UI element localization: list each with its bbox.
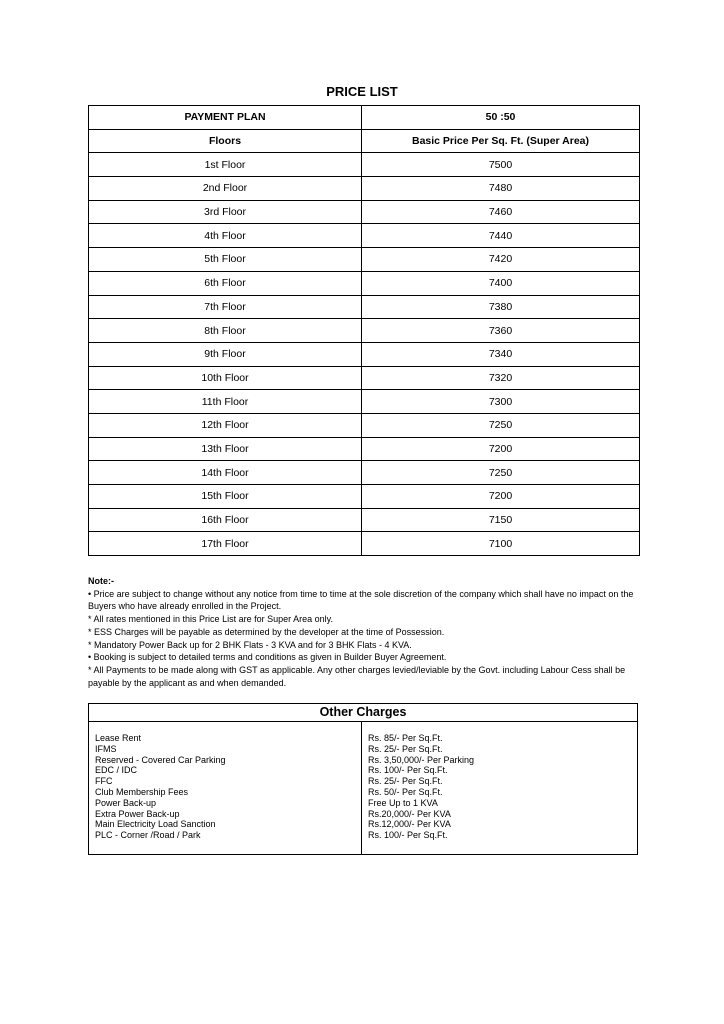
price-cell: 7300 (362, 390, 640, 414)
table-row (89, 461, 640, 485)
floor-cell: 2nd Floor (89, 177, 362, 201)
price-cell: 7500 (362, 153, 640, 177)
charge-value: Rs. 85/- Per Sq.Ft. (368, 733, 443, 743)
floor-cell: 3rd Floor (89, 200, 362, 224)
note-item: • Booking is subject to detailed terms and conditions as given in Builder Buyer Agreement. (88, 652, 447, 663)
notes-list (88, 588, 640, 690)
charge-name: Lease Rent (95, 733, 142, 743)
table-row (89, 153, 640, 177)
payment-plan-value: 50 :50 (362, 106, 640, 130)
table-row (89, 319, 640, 343)
floor-cell: 17th Floor (89, 532, 362, 556)
price-header: Basic Price Per Sq. Ft. (Super Area) (362, 129, 640, 153)
charge-value: Rs.12,000/- Per KVA (368, 819, 451, 830)
price-cell: 7200 (362, 485, 640, 509)
floor-cell: 9th Floor (89, 342, 362, 366)
table-row (89, 390, 640, 414)
charge-name: Main Electricity Load Sanction (95, 819, 216, 830)
price-cell: 7480 (362, 177, 640, 201)
table-row (89, 224, 640, 248)
price-table (88, 105, 640, 556)
table-row (89, 437, 640, 461)
charge-names-column (89, 722, 362, 854)
price-cell: 7100 (362, 532, 640, 556)
table-row (89, 200, 640, 224)
charge-name: Reserved - Covered Car Parking (95, 754, 226, 765)
floor-cell: 11th Floor (89, 390, 362, 414)
charge-value: Rs. 100/- Per Sq.Ft. (368, 830, 448, 841)
floor-cell: 4th Floor (89, 224, 362, 248)
notes-title: Note:- (88, 576, 114, 586)
price-cell: 7360 (362, 319, 640, 343)
floor-cell: 7th Floor (89, 295, 362, 319)
charge-name: FFC (95, 776, 113, 787)
floor-cell: 6th Floor (89, 271, 362, 295)
charge-value: Rs. 25/- Per Sq.Ft. (368, 743, 443, 754)
charge-value: Rs. 3,50,000/- Per Parking (368, 754, 475, 765)
table-row (89, 248, 640, 272)
note-item: * All Payments to be made along with GST as applicable. Any other charges levied/leviable by the Govt. including Labour Cess shall be payable by the applicant as and when demanded. (88, 664, 626, 688)
floor-cell: 8th Floor (89, 319, 362, 343)
table-row (89, 271, 640, 295)
table-row (89, 295, 640, 319)
price-cell: 7320 (362, 366, 640, 390)
table-row (89, 342, 640, 366)
charge-value: Free Up to 1 KVA (368, 797, 438, 808)
price-cell: 7400 (362, 271, 640, 295)
charge-name: IFMS (95, 743, 117, 754)
price-cell: 7340 (362, 342, 640, 366)
table-row (89, 485, 640, 509)
note-item: * Mandatory Power Back up for 2 BHK Flats - 3 KVA and for 3 BHK Flats - 4 KVA. (88, 639, 412, 650)
price-cell: 7150 (362, 508, 640, 532)
price-cell: 7380 (362, 295, 640, 319)
table-row (89, 532, 640, 556)
floor-cell: 16th Floor (89, 508, 362, 532)
payment-plan-row (89, 106, 640, 130)
table-row (89, 177, 640, 201)
price-cell: 7200 (362, 437, 640, 461)
floor-cell: 15th Floor (89, 485, 362, 509)
price-cell: 7250 (362, 413, 640, 437)
floor-cell: 13th Floor (89, 437, 362, 461)
price-cell: 7250 (362, 461, 640, 485)
charge-name: Power Back-up (95, 797, 157, 808)
price-cell: 7420 (362, 248, 640, 272)
charge-value: Rs.20,000/- Per KVA (368, 808, 451, 819)
price-cell: 7440 (362, 224, 640, 248)
note-item: • Price are subject to change without any notice from time to time at the sole discretion of the company which shall have no impact on the Buyers who have already enrolled in the Project. (88, 588, 634, 612)
payment-plan-label: PAYMENT PLAN (89, 106, 362, 130)
charge-name: EDC / IDC (95, 765, 138, 776)
note-item: * ESS Charges will be payable as determined by the developer at the time of Possession. (88, 626, 445, 637)
other-charges-box (88, 703, 638, 855)
floors-header: Floors (89, 129, 362, 153)
floor-cell: 5th Floor (89, 248, 362, 272)
notes-section (88, 575, 640, 689)
floor-cell: 1st Floor (89, 153, 362, 177)
page-title: PRICE LIST (326, 84, 398, 99)
charge-value: Rs. 25/- Per Sq.Ft. (368, 776, 443, 787)
charge-name: Extra Power Back-up (95, 808, 180, 819)
charge-values-column (362, 722, 637, 854)
table-row (89, 508, 640, 532)
charge-value: Rs. 100/- Per Sq.Ft. (368, 765, 448, 776)
floor-cell: 14th Floor (89, 461, 362, 485)
table-row (89, 413, 640, 437)
charge-name: PLC - Corner /Road / Park (95, 830, 201, 841)
charge-value: Rs. 50/- Per Sq.Ft. (368, 786, 443, 797)
column-header-row (89, 129, 640, 153)
floor-cell: 10th Floor (89, 366, 362, 390)
price-cell: 7460 (362, 200, 640, 224)
note-item: * All rates mentioned in this Price List are for Super Area only. (88, 614, 333, 625)
other-charges-title: Other Charges (89, 704, 637, 722)
table-row (89, 366, 640, 390)
floor-cell: 12th Floor (89, 413, 362, 437)
charge-name: Club Membership Fees (95, 786, 189, 797)
